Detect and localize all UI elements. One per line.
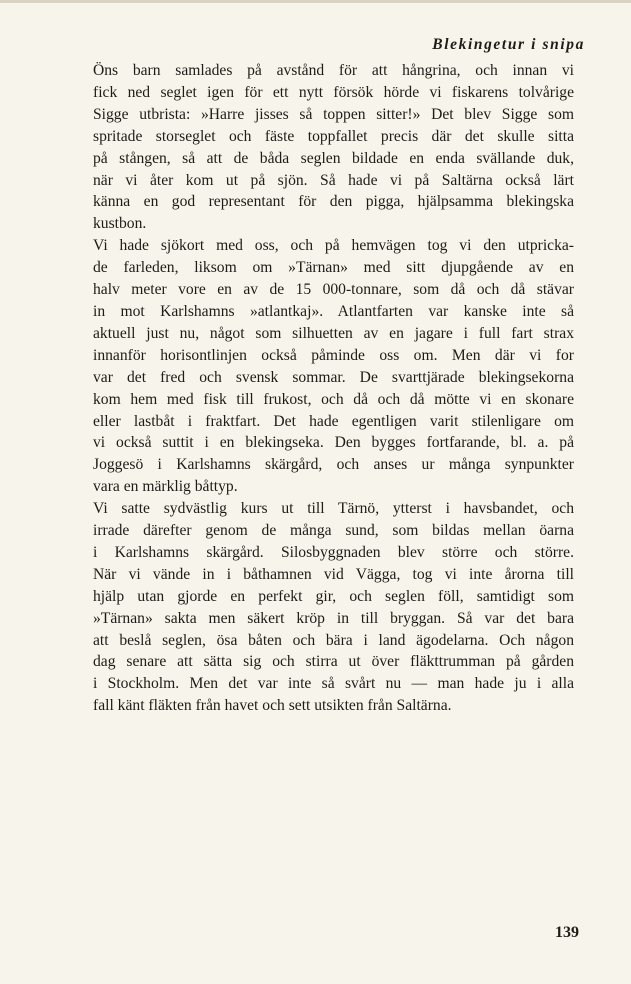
- text-line: i Stockholm. Men det var inte så svårt nu — man hade ju i alla: [93, 675, 574, 693]
- text-line: vara en märklig båttyp.: [93, 478, 238, 496]
- text-line: Vi hade sjökort med oss, och på hemvägen tog vi den utpricka-: [93, 237, 574, 255]
- text-line: när vi åter kom ut på sjön. Så hade vi på Saltärna också lärt: [93, 171, 574, 189]
- text-line: vi också suttit i en blekingseka. Den bygges fortfarande, bl. a. på: [93, 434, 574, 452]
- text-line: fick ned seglet igen för ett nytt försök hörde vi fiskarens tolvårige: [93, 83, 574, 101]
- text-line: halv meter vore en av de 15 000-tonnare, som då och då stävar: [93, 281, 574, 299]
- page-number: 139: [555, 924, 579, 941]
- paragraph: [76, 498, 574, 717]
- text-line: var det fred och svensk sommar. De svarttjärade blekingsekorna: [93, 368, 574, 386]
- text-line: kustbon.: [93, 215, 147, 233]
- text-line: innanför horisontlinjen också påminde oss om. Men där vi for: [93, 346, 574, 364]
- paragraph: [76, 60, 574, 235]
- text-line: »Tärnan» sakta men säkert kröp in till bryggan. Så var det bara: [93, 609, 574, 627]
- text-line: in mot Karlshamns »atlantkaj». Atlantfarten var kanske inte så: [93, 302, 574, 320]
- text-line: irrade därefter genom de många sund, som bildas mellan öarna: [93, 522, 574, 540]
- text-line: fall känt fläkten från havet och sett utsikten från Saltärna.: [93, 697, 452, 715]
- text-line: aktuell just nu, något som silhuetten av en jagare i full fart strax: [93, 324, 574, 342]
- text-line: spritade storseglet och fäste toppfallet precis där det skulle sitta: [93, 127, 574, 145]
- text-line: i Karlshamns skärgård. Silosbyggnaden blev större och större.: [93, 543, 574, 561]
- text-line: När vi vände in i båthamnen vid Vägga, tog vi inte årorna till: [93, 565, 574, 583]
- text-line: på stången, så att de båda seglen bildade en enda svällande duk,: [93, 149, 574, 167]
- text-line: hjälp utan gjorde en perfekt gir, och seglen föll, samtidigt som: [93, 587, 574, 605]
- text-line: eller lastbåt i fraktfart. Det hade egentligen varit stilenligare om: [93, 412, 574, 430]
- body-text: [76, 60, 574, 717]
- text-line: Joggesö i Karlshamns skärgård, och anses ur många synpunkter: [93, 456, 574, 474]
- text-line: känna en god representant för den pigga, hjälpsamma blekingska: [93, 193, 574, 211]
- text-line: dag senare att sätta sig och stirra ut över fläkttrumman på gården: [93, 653, 574, 671]
- paragraph: [76, 235, 574, 498]
- text-line: de farleden, liksom om »Tärnan» med sitt djupgående av en: [93, 259, 574, 277]
- page-edge: [0, 0, 631, 3]
- running-head: Blekingetur i snipa: [432, 36, 585, 53]
- text-line: att beslå seglen, ösa båten och bära i land ägodelarna. Och någon: [93, 631, 574, 649]
- text-line: Öns barn samlades på avstånd för att hångrina, och innan vi: [93, 62, 574, 79]
- text-line: Sigge utbrista: »Harre jisses så toppen sitter!» Det blev Sigge som: [93, 105, 574, 123]
- text-line: kom hem med fisk till frukost, och då och då mötte vi en skonare: [93, 390, 574, 408]
- text-line: Vi satte sydvästlig kurs ut till Tärnö, ytterst i havsbandet, och: [93, 500, 574, 518]
